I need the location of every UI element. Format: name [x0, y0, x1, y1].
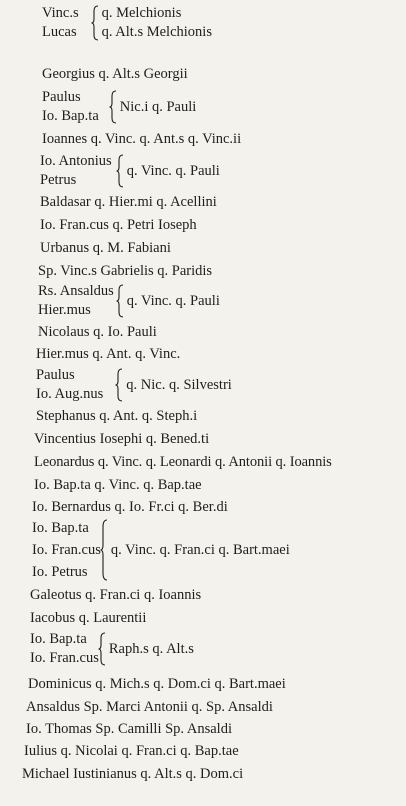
entry-name: Lucas — [42, 24, 77, 40]
entry-tail: q. Vinc. q. Fran.ci q. Bart.maei — [110, 542, 290, 558]
entry-line: Sp. Vinc.s Gabrielis q. Paridis — [38, 263, 213, 279]
entry-tail: q. Vinc. q. Pauli — [126, 162, 220, 179]
entry-line: Georgius q. Alt.s Georgii — [42, 66, 188, 82]
entry-group — [38, 282, 220, 320]
entry-names — [38, 282, 114, 320]
entry-tail: q. Melchionis — [101, 5, 182, 21]
entry-line: Vincentius Iosephi q. Bened.ti — [34, 431, 210, 447]
entry-name: Io. Petrus — [32, 564, 88, 580]
entry-names — [42, 88, 99, 126]
entry-group — [32, 517, 290, 583]
brace-icon — [115, 368, 123, 402]
entry-name: Io. Aug.nus — [36, 386, 104, 402]
entry-group — [36, 366, 232, 404]
brace-icon — [109, 90, 117, 124]
entry-tail: q. Vinc. q. Pauli — [126, 292, 220, 309]
entry-name: Io. Bap.ta — [32, 520, 89, 536]
entry-line: Ansaldus Sp. Marci Antonii q. Sp. Ansaldi — [26, 699, 273, 715]
entry-names — [32, 517, 101, 583]
entry-name: Io. Fran.cus — [32, 542, 101, 558]
entry-line: Hier.mus q. Ant. q. Vinc. — [36, 346, 181, 362]
entry-line: Urbanus q. M. Fabiani — [40, 240, 171, 256]
entry-group — [42, 88, 196, 126]
brace-icon — [116, 284, 124, 318]
entry-names — [42, 4, 79, 42]
entry-name: Rs. Ansaldus — [38, 283, 114, 299]
entry-tail: Raph.s q. Alt.s — [108, 640, 194, 657]
entry-line: Stephanus q. Ant. q. Steph.i — [36, 408, 198, 424]
entry-line: Ioannes q. Vinc. q. Ant.s q. Vinc.ii — [42, 131, 242, 147]
entry-name: Paulus — [36, 367, 75, 383]
brace-icon — [98, 632, 106, 666]
entry-name: Vinc.s — [42, 5, 79, 21]
entry-names — [40, 152, 112, 190]
entry-line: Io. Fran.cus q. Petri Ioseph — [40, 217, 197, 233]
entry-group — [40, 152, 220, 190]
entry-name: Petrus — [40, 172, 77, 188]
entry-tails — [102, 4, 212, 42]
entry-line: Baldasar q. Hier.mi q. Acellini — [40, 194, 217, 210]
brace-icon — [100, 519, 108, 581]
entry-line: Io. Thomas Sp. Camilli Sp. Ansaldi — [26, 721, 232, 737]
entry-line: Dominicus q. Mich.s q. Dom.ci q. Bart.maei — [28, 676, 286, 692]
entry-names — [36, 366, 103, 404]
entry-name: Io. Antonius — [40, 153, 112, 169]
entry-names — [30, 630, 99, 668]
entry-line: Io. Bap.ta q. Vinc. q. Bap.tae — [34, 477, 202, 493]
entry-line: Nicolaus q. Io. Pauli — [38, 324, 157, 340]
entry-name: Io. Bap.ta — [42, 108, 99, 124]
entry-line: Iacobus q. Laurentii — [30, 610, 147, 626]
entry-name: Io. Fran.cus — [30, 650, 99, 666]
brace-icon — [91, 5, 99, 41]
entry-tail: q. Alt.s Melchionis — [101, 24, 212, 40]
entry-tail: Nic.i q. Pauli — [119, 98, 197, 115]
entry-line: Leonardus q. Vinc. q. Leonardi q. Antonii q. Ioannis — [34, 454, 332, 470]
entry-line: Iulius q. Nicolai q. Fran.ci q. Bap.tae — [24, 743, 239, 759]
entry-name: Hier.mus — [38, 302, 91, 318]
entry-line: Galeotus q. Fran.ci q. Ioannis — [30, 587, 202, 603]
entry-name: Paulus — [42, 89, 81, 105]
entry-group — [30, 630, 194, 668]
brace-icon — [116, 154, 124, 188]
entry-group — [42, 4, 212, 42]
entry-tail: q. Nic. q. Silvestri — [126, 376, 232, 393]
entry-name: Io. Bap.ta — [30, 631, 87, 647]
entry-line: Michael Iustinianus q. Alt.s q. Dom.ci — [22, 766, 244, 782]
entry-line: Io. Bernardus q. Io. Fr.ci q. Ber.di — [32, 499, 228, 515]
